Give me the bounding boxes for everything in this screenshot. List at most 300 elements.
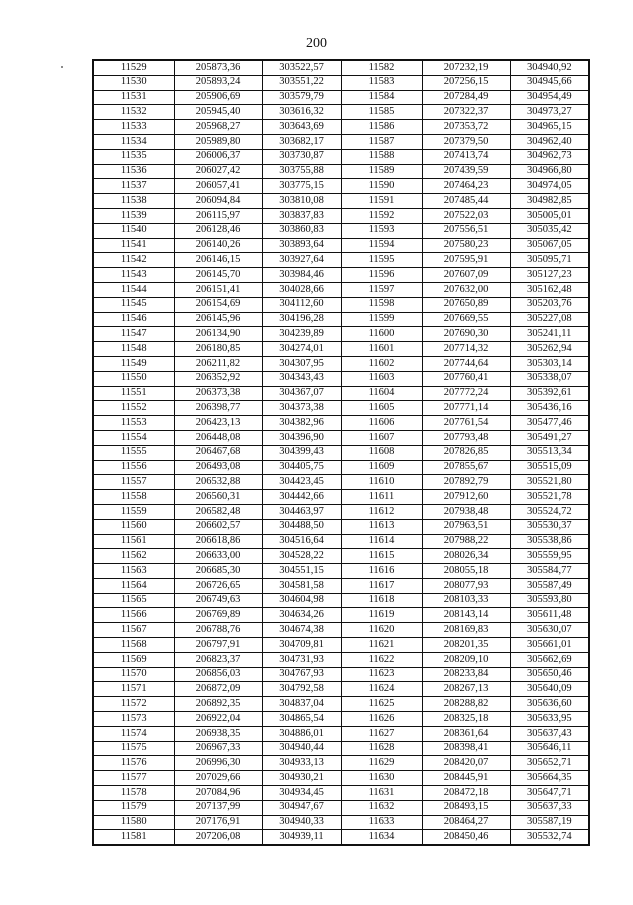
x-coordinate-cell: 207771,14 [422, 401, 510, 416]
point-number-cell: 11558 [93, 490, 174, 505]
y-coordinate-cell: 304954,49 [510, 90, 589, 105]
x-coordinate-cell: 208420,07 [422, 756, 510, 771]
table-row [93, 149, 589, 164]
y-coordinate-cell: 305532,74 [510, 830, 589, 845]
x-coordinate-cell: 206352,92 [174, 371, 262, 386]
x-coordinate-cell: 207714,32 [422, 342, 510, 357]
table-row [93, 460, 589, 475]
table-row [93, 638, 589, 653]
point-number-cell: 11545 [93, 297, 174, 312]
y-coordinate-cell: 305477,46 [510, 416, 589, 431]
table-row [93, 578, 589, 593]
point-number-cell: 11592 [341, 208, 422, 223]
y-coordinate-cell: 305646,11 [510, 741, 589, 756]
table-row [93, 386, 589, 401]
x-coordinate-cell: 208450,46 [422, 830, 510, 845]
x-coordinate-cell: 206467,68 [174, 445, 262, 460]
x-coordinate-cell: 207761,54 [422, 416, 510, 431]
y-coordinate-cell: 304865,54 [262, 712, 341, 727]
table-row [93, 504, 589, 519]
y-coordinate-cell: 303860,83 [262, 223, 341, 238]
table-row [93, 697, 589, 712]
y-coordinate-cell: 305127,23 [510, 268, 589, 283]
y-coordinate-cell: 304886,01 [262, 726, 341, 741]
point-number-cell: 11542 [93, 253, 174, 268]
point-number-cell: 11619 [341, 608, 422, 623]
y-coordinate-cell: 305652,71 [510, 756, 589, 771]
table-row [93, 297, 589, 312]
table-row [93, 105, 589, 120]
x-coordinate-cell: 207826,85 [422, 445, 510, 460]
point-number-cell: 11574 [93, 726, 174, 741]
coordinates-table [92, 59, 590, 846]
point-number-cell: 11625 [341, 697, 422, 712]
y-coordinate-cell: 303837,83 [262, 208, 341, 223]
x-coordinate-cell: 206560,31 [174, 490, 262, 505]
y-coordinate-cell: 304528,22 [262, 549, 341, 564]
x-coordinate-cell: 207232,19 [422, 60, 510, 75]
y-coordinate-cell: 304945,66 [510, 75, 589, 90]
table-row [93, 564, 589, 579]
point-number-cell: 11567 [93, 623, 174, 638]
table-row [93, 268, 589, 283]
y-coordinate-cell: 304962,73 [510, 149, 589, 164]
y-coordinate-cell: 304947,67 [262, 800, 341, 815]
x-coordinate-cell: 208445,91 [422, 771, 510, 786]
point-number-cell: 11606 [341, 416, 422, 431]
y-coordinate-cell: 305491,27 [510, 430, 589, 445]
point-number-cell: 11601 [341, 342, 422, 357]
y-coordinate-cell: 303643,69 [262, 120, 341, 135]
x-coordinate-cell: 205906,69 [174, 90, 262, 105]
x-coordinate-cell: 206618,86 [174, 534, 262, 549]
point-number-cell: 11616 [341, 564, 422, 579]
table-row [93, 475, 589, 490]
x-coordinate-cell: 206211,82 [174, 356, 262, 371]
y-coordinate-cell: 304367,07 [262, 386, 341, 401]
y-coordinate-cell: 304112,60 [262, 297, 341, 312]
x-coordinate-cell: 208077,93 [422, 578, 510, 593]
y-coordinate-cell: 305640,09 [510, 682, 589, 697]
point-number-cell: 11551 [93, 386, 174, 401]
y-coordinate-cell: 304962,40 [510, 134, 589, 149]
point-number-cell: 11587 [341, 134, 422, 149]
x-coordinate-cell: 208472,18 [422, 786, 510, 801]
y-coordinate-cell: 305611,48 [510, 608, 589, 623]
table-row [93, 667, 589, 682]
scan-dot-mark [61, 66, 63, 68]
x-coordinate-cell: 207580,23 [422, 238, 510, 253]
y-coordinate-cell: 304767,93 [262, 667, 341, 682]
point-number-cell: 11597 [341, 282, 422, 297]
x-coordinate-cell: 206967,33 [174, 741, 262, 756]
y-coordinate-cell: 305587,49 [510, 578, 589, 593]
point-number-cell: 11603 [341, 371, 422, 386]
point-number-cell: 11535 [93, 149, 174, 164]
point-number-cell: 11596 [341, 268, 422, 283]
table-row [93, 75, 589, 90]
y-coordinate-cell: 305559,95 [510, 549, 589, 564]
x-coordinate-cell: 207256,15 [422, 75, 510, 90]
y-coordinate-cell: 305530,37 [510, 519, 589, 534]
table-row [93, 519, 589, 534]
point-number-cell: 11562 [93, 549, 174, 564]
y-coordinate-cell: 304973,27 [510, 105, 589, 120]
point-number-cell: 11591 [341, 194, 422, 209]
x-coordinate-cell: 207379,50 [422, 134, 510, 149]
point-number-cell: 11552 [93, 401, 174, 416]
y-coordinate-cell: 303810,08 [262, 194, 341, 209]
y-coordinate-cell: 305262,94 [510, 342, 589, 357]
x-coordinate-cell: 205945,40 [174, 105, 262, 120]
x-coordinate-cell: 206448,08 [174, 430, 262, 445]
point-number-cell: 11531 [93, 90, 174, 105]
table-row [93, 238, 589, 253]
x-coordinate-cell: 208209,10 [422, 652, 510, 667]
x-coordinate-cell: 207650,89 [422, 297, 510, 312]
point-number-cell: 11599 [341, 312, 422, 327]
point-number-cell: 11629 [341, 756, 422, 771]
x-coordinate-cell: 207595,91 [422, 253, 510, 268]
y-coordinate-cell: 304940,92 [510, 60, 589, 75]
x-coordinate-cell: 207284,49 [422, 90, 510, 105]
y-coordinate-cell: 305637,33 [510, 800, 589, 815]
x-coordinate-cell: 206094,84 [174, 194, 262, 209]
point-number-cell: 11564 [93, 578, 174, 593]
x-coordinate-cell: 208055,18 [422, 564, 510, 579]
y-coordinate-cell: 304974,05 [510, 179, 589, 194]
table-row [93, 430, 589, 445]
y-coordinate-cell: 304516,64 [262, 534, 341, 549]
point-number-cell: 11614 [341, 534, 422, 549]
table-row [93, 726, 589, 741]
point-number-cell: 11549 [93, 356, 174, 371]
point-number-cell: 11626 [341, 712, 422, 727]
y-coordinate-cell: 305203,76 [510, 297, 589, 312]
x-coordinate-cell: 206493,08 [174, 460, 262, 475]
x-coordinate-cell: 208143,14 [422, 608, 510, 623]
point-number-cell: 11585 [341, 105, 422, 120]
table-row [93, 282, 589, 297]
table-row [93, 312, 589, 327]
x-coordinate-cell: 205873,36 [174, 60, 262, 75]
x-coordinate-cell: 206797,91 [174, 638, 262, 653]
x-coordinate-cell: 206532,88 [174, 475, 262, 490]
x-coordinate-cell: 207029,66 [174, 771, 262, 786]
y-coordinate-cell: 303551,22 [262, 75, 341, 90]
y-coordinate-cell: 305633,95 [510, 712, 589, 727]
y-coordinate-cell: 305338,07 [510, 371, 589, 386]
y-coordinate-cell: 304965,15 [510, 120, 589, 135]
y-coordinate-cell: 304581,58 [262, 578, 341, 593]
y-coordinate-cell: 303616,32 [262, 105, 341, 120]
y-coordinate-cell: 304396,90 [262, 430, 341, 445]
point-number-cell: 11602 [341, 356, 422, 371]
table-row [93, 342, 589, 357]
table-row [93, 134, 589, 149]
y-coordinate-cell: 305035,42 [510, 223, 589, 238]
table-row [93, 490, 589, 505]
point-number-cell: 11593 [341, 223, 422, 238]
table-row [93, 815, 589, 830]
point-number-cell: 11541 [93, 238, 174, 253]
point-number-cell: 11550 [93, 371, 174, 386]
y-coordinate-cell: 304837,04 [262, 697, 341, 712]
point-number-cell: 11586 [341, 120, 422, 135]
x-coordinate-cell: 208169,83 [422, 623, 510, 638]
point-number-cell: 11608 [341, 445, 422, 460]
table-row [93, 712, 589, 727]
y-coordinate-cell: 304488,50 [262, 519, 341, 534]
y-coordinate-cell: 303755,88 [262, 164, 341, 179]
point-number-cell: 11559 [93, 504, 174, 519]
point-number-cell: 11610 [341, 475, 422, 490]
y-coordinate-cell: 305436,16 [510, 401, 589, 416]
table-row [93, 623, 589, 638]
y-coordinate-cell: 303730,87 [262, 149, 341, 164]
table-row [93, 194, 589, 209]
x-coordinate-cell: 208464,27 [422, 815, 510, 830]
x-coordinate-cell: 207485,44 [422, 194, 510, 209]
point-number-cell: 11631 [341, 786, 422, 801]
y-coordinate-cell: 304940,44 [262, 741, 341, 756]
point-number-cell: 11536 [93, 164, 174, 179]
point-number-cell: 11571 [93, 682, 174, 697]
point-number-cell: 11611 [341, 490, 422, 505]
point-number-cell: 11554 [93, 430, 174, 445]
x-coordinate-cell: 206892,35 [174, 697, 262, 712]
x-coordinate-cell: 206057,41 [174, 179, 262, 194]
x-coordinate-cell: 207793,48 [422, 430, 510, 445]
x-coordinate-cell: 207892,79 [422, 475, 510, 490]
y-coordinate-cell: 304399,43 [262, 445, 341, 460]
y-coordinate-cell: 304442,66 [262, 490, 341, 505]
point-number-cell: 11613 [341, 519, 422, 534]
x-coordinate-cell: 207556,51 [422, 223, 510, 238]
point-number-cell: 11543 [93, 268, 174, 283]
table-row [93, 60, 589, 75]
y-coordinate-cell: 304239,89 [262, 327, 341, 342]
x-coordinate-cell: 207353,72 [422, 120, 510, 135]
point-number-cell: 11634 [341, 830, 422, 845]
x-coordinate-cell: 207439,59 [422, 164, 510, 179]
x-coordinate-cell: 208103,33 [422, 593, 510, 608]
y-coordinate-cell: 305513,34 [510, 445, 589, 460]
y-coordinate-cell: 305521,80 [510, 475, 589, 490]
point-number-cell: 11575 [93, 741, 174, 756]
point-number-cell: 11557 [93, 475, 174, 490]
y-coordinate-cell: 304930,21 [262, 771, 341, 786]
x-coordinate-cell: 208325,18 [422, 712, 510, 727]
y-coordinate-cell: 305005,01 [510, 208, 589, 223]
x-coordinate-cell: 206602,57 [174, 519, 262, 534]
point-number-cell: 11548 [93, 342, 174, 357]
point-number-cell: 11578 [93, 786, 174, 801]
y-coordinate-cell: 305227,08 [510, 312, 589, 327]
y-coordinate-cell: 304307,95 [262, 356, 341, 371]
y-coordinate-cell: 305664,35 [510, 771, 589, 786]
x-coordinate-cell: 207772,24 [422, 386, 510, 401]
y-coordinate-cell: 304674,38 [262, 623, 341, 638]
x-coordinate-cell: 208233,84 [422, 667, 510, 682]
table-row [93, 534, 589, 549]
x-coordinate-cell: 207963,51 [422, 519, 510, 534]
point-number-cell: 11633 [341, 815, 422, 830]
point-number-cell: 11553 [93, 416, 174, 431]
point-number-cell: 11622 [341, 652, 422, 667]
point-number-cell: 11594 [341, 238, 422, 253]
table-row [93, 208, 589, 223]
table-row [93, 120, 589, 135]
x-coordinate-cell: 206128,46 [174, 223, 262, 238]
x-coordinate-cell: 207744,64 [422, 356, 510, 371]
y-coordinate-cell: 305538,86 [510, 534, 589, 549]
point-number-cell: 11617 [341, 578, 422, 593]
point-number-cell: 11561 [93, 534, 174, 549]
y-coordinate-cell: 305647,71 [510, 786, 589, 801]
point-number-cell: 11576 [93, 756, 174, 771]
x-coordinate-cell: 207137,99 [174, 800, 262, 815]
y-coordinate-cell: 304709,81 [262, 638, 341, 653]
y-coordinate-cell: 304934,45 [262, 786, 341, 801]
point-number-cell: 11556 [93, 460, 174, 475]
y-coordinate-cell: 305636,60 [510, 697, 589, 712]
y-coordinate-cell: 305303,14 [510, 356, 589, 371]
y-coordinate-cell: 305650,46 [510, 667, 589, 682]
x-coordinate-cell: 208201,35 [422, 638, 510, 653]
point-number-cell: 11544 [93, 282, 174, 297]
y-coordinate-cell: 305662,69 [510, 652, 589, 667]
x-coordinate-cell: 207522,03 [422, 208, 510, 223]
y-coordinate-cell: 304028,66 [262, 282, 341, 297]
point-number-cell: 11569 [93, 652, 174, 667]
point-number-cell: 11600 [341, 327, 422, 342]
point-number-cell: 11534 [93, 134, 174, 149]
point-number-cell: 11583 [341, 75, 422, 90]
x-coordinate-cell: 208361,64 [422, 726, 510, 741]
point-number-cell: 11565 [93, 593, 174, 608]
x-coordinate-cell: 207760,41 [422, 371, 510, 386]
table-row [93, 771, 589, 786]
point-number-cell: 11588 [341, 149, 422, 164]
table-row [93, 549, 589, 564]
x-coordinate-cell: 206749,63 [174, 593, 262, 608]
x-coordinate-cell: 206180,85 [174, 342, 262, 357]
y-coordinate-cell: 304373,38 [262, 401, 341, 416]
point-number-cell: 11615 [341, 549, 422, 564]
y-coordinate-cell: 304551,15 [262, 564, 341, 579]
x-coordinate-cell: 206115,97 [174, 208, 262, 223]
x-coordinate-cell: 207206,08 [174, 830, 262, 845]
x-coordinate-cell: 207912,60 [422, 490, 510, 505]
y-coordinate-cell: 304792,58 [262, 682, 341, 697]
x-coordinate-cell: 206146,15 [174, 253, 262, 268]
point-number-cell: 11598 [341, 297, 422, 312]
table-row [93, 327, 589, 342]
x-coordinate-cell: 206154,69 [174, 297, 262, 312]
point-number-cell: 11532 [93, 105, 174, 120]
point-number-cell: 11627 [341, 726, 422, 741]
table-row [93, 371, 589, 386]
point-number-cell: 11568 [93, 638, 174, 653]
y-coordinate-cell: 304933,13 [262, 756, 341, 771]
point-number-cell: 11573 [93, 712, 174, 727]
y-coordinate-cell: 304463,97 [262, 504, 341, 519]
y-coordinate-cell: 304274,01 [262, 342, 341, 357]
x-coordinate-cell: 207669,55 [422, 312, 510, 327]
x-coordinate-cell: 206373,38 [174, 386, 262, 401]
y-coordinate-cell: 303522,57 [262, 60, 341, 75]
y-coordinate-cell: 303775,15 [262, 179, 341, 194]
point-number-cell: 11590 [341, 179, 422, 194]
point-number-cell: 11628 [341, 741, 422, 756]
x-coordinate-cell: 207988,22 [422, 534, 510, 549]
y-coordinate-cell: 304423,45 [262, 475, 341, 490]
point-number-cell: 11539 [93, 208, 174, 223]
x-coordinate-cell: 206996,30 [174, 756, 262, 771]
x-coordinate-cell: 206423,13 [174, 416, 262, 431]
y-coordinate-cell: 303579,79 [262, 90, 341, 105]
table-row [93, 416, 589, 431]
table-row [93, 445, 589, 460]
point-number-cell: 11584 [341, 90, 422, 105]
x-coordinate-cell: 208288,82 [422, 697, 510, 712]
x-coordinate-cell: 206823,37 [174, 652, 262, 667]
x-coordinate-cell: 207084,96 [174, 786, 262, 801]
table-row [93, 401, 589, 416]
y-coordinate-cell: 304405,75 [262, 460, 341, 475]
point-number-cell: 11612 [341, 504, 422, 519]
y-coordinate-cell: 304966,80 [510, 164, 589, 179]
y-coordinate-cell: 305630,07 [510, 623, 589, 638]
y-coordinate-cell: 303927,64 [262, 253, 341, 268]
table-row [93, 223, 589, 238]
point-number-cell: 11623 [341, 667, 422, 682]
x-coordinate-cell: 206872,09 [174, 682, 262, 697]
point-number-cell: 11530 [93, 75, 174, 90]
y-coordinate-cell: 305521,78 [510, 490, 589, 505]
point-number-cell: 11537 [93, 179, 174, 194]
x-coordinate-cell: 207632,00 [422, 282, 510, 297]
y-coordinate-cell: 305162,48 [510, 282, 589, 297]
y-coordinate-cell: 305241,11 [510, 327, 589, 342]
point-number-cell: 11632 [341, 800, 422, 815]
y-coordinate-cell: 303984,46 [262, 268, 341, 283]
point-number-cell: 11572 [93, 697, 174, 712]
x-coordinate-cell: 207938,48 [422, 504, 510, 519]
x-coordinate-cell: 206938,35 [174, 726, 262, 741]
y-coordinate-cell: 304982,85 [510, 194, 589, 209]
x-coordinate-cell: 206582,48 [174, 504, 262, 519]
y-coordinate-cell: 304731,93 [262, 652, 341, 667]
point-number-cell: 11607 [341, 430, 422, 445]
y-coordinate-cell: 303682,17 [262, 134, 341, 149]
x-coordinate-cell: 205968,27 [174, 120, 262, 135]
y-coordinate-cell: 305661,01 [510, 638, 589, 653]
point-number-cell: 11582 [341, 60, 422, 75]
point-number-cell: 11560 [93, 519, 174, 534]
x-coordinate-cell: 206151,41 [174, 282, 262, 297]
y-coordinate-cell: 305584,77 [510, 564, 589, 579]
y-coordinate-cell: 305587,19 [510, 815, 589, 830]
point-number-cell: 11546 [93, 312, 174, 327]
y-coordinate-cell: 304604,98 [262, 593, 341, 608]
x-coordinate-cell: 206685,30 [174, 564, 262, 579]
x-coordinate-cell: 206856,03 [174, 667, 262, 682]
table-row [93, 164, 589, 179]
point-number-cell: 11547 [93, 327, 174, 342]
y-coordinate-cell: 305524,72 [510, 504, 589, 519]
